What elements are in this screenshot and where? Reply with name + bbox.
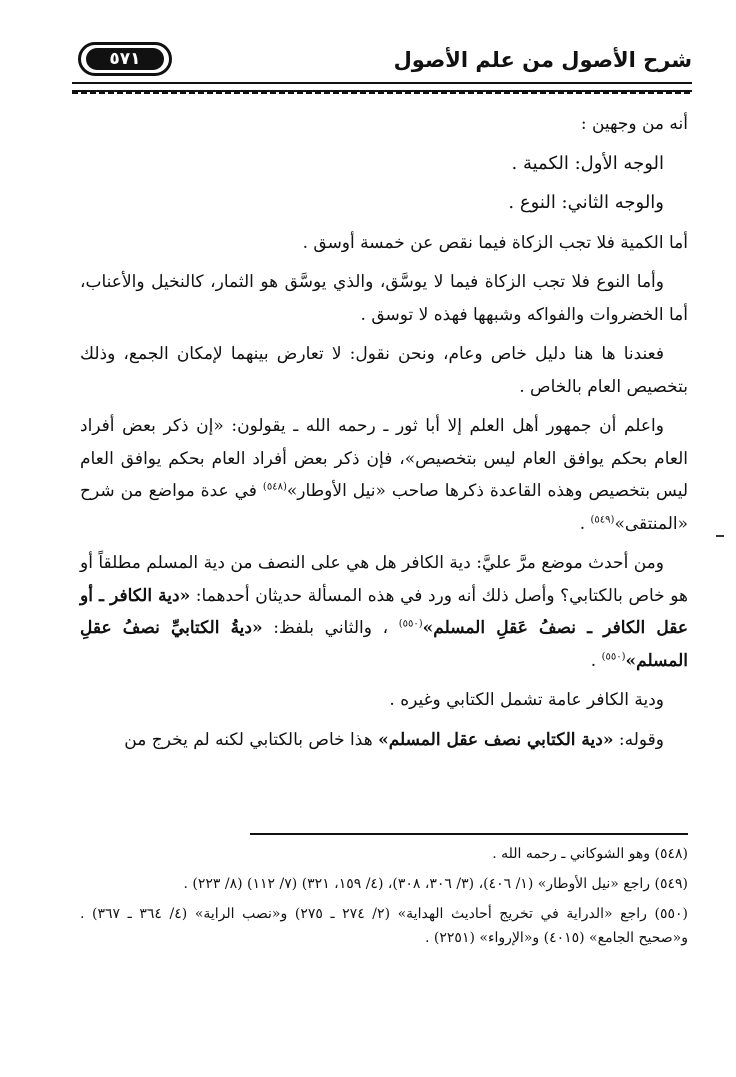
text-run: وقوله:: [613, 729, 664, 750]
footnote-ref[interactable]: (٥٥٠): [398, 618, 423, 630]
footnote: (٥٤٨) وهو الشوكاني ـ رحمه الله .: [492, 846, 688, 862]
footnote: (٥٥٠) راجع «الدراية في تخريج أحاديث الهداية» (٢/ ٢٧٤ ـ ٢٧٥) و«نصب الراية» (٤/ ٣٦٤ ـ ٣٦٧) . و«صحيح الجامع» (٤٠١٥) و«الإرواء» (٢٢٥١) .: [80, 906, 688, 946]
footnote-ref[interactable]: (٥٤٩): [590, 513, 615, 525]
paragraph: أنه من وجهين :: [580, 114, 688, 134]
page-header: [72, 38, 692, 80]
paragraph: وأما النوع فلا تجب الزكاة فيما لا يوسَّق، والذي يوسَّق هو الثمار، كالنخيل والأعناب، أما الخضروات والفواكه وشبهها فهذه لا توسق .: [80, 272, 688, 325]
book-title: شرح الأصول من علم الأصول: [393, 48, 692, 72]
text-run: ومن أحدث موضع مرَّ عليَّ: دية الكافر هل هي على النصف من دية المسلم مطلقاً أو هو خاص بالكتابي؟ وأصل ذلك أنه ورد في هذه المسألة حديثان أحدهما:: [80, 553, 689, 606]
page-number-badge: [78, 42, 172, 76]
hadith-quote: «دية الكتابي نصف عقل المسلم»: [378, 729, 614, 750]
margin-mark: [716, 535, 724, 537]
text-run: في عدة مواضع من شرح «المنتقى»: [80, 481, 688, 534]
hadith-quote: «ديةُ الكتابيِّ نصفُ عقلِ المسلم»: [80, 618, 688, 671]
header-rule: [72, 82, 692, 92]
paragraph: أما الكمية فلا تجب الزكاة فيما نقص عن خمسة أوسق .: [302, 232, 688, 253]
paragraph: فعندنا ها هنا دليل خاص وعام، ونحن نقول: لا تعارض بينهما لإمكان الجمع، وذلك بتخصيص العام بالخاص .: [80, 344, 688, 397]
footnote: (٥٤٩) راجع «نيل الأوطار» (١/ ٤٠٦)، (٣/ ٣٠٦، ٣٠٨)، (٤/ ١٥٩، ٣٢١) (٧/ ١١٢) (٨/ ٢٢٣) .: [183, 876, 688, 892]
footnote-ref[interactable]: (٥٥٠): [601, 650, 626, 662]
text-run: .: [590, 650, 602, 671]
page-number: ٥٧١: [86, 48, 164, 70]
text-run: واعلم أن جمهور أهل العلم إلا أبا ثور ـ رحمه الله ـ يقولون: «إن ذكر بعض أفراد العام بحكم يوافق العام ليس بتخصيص»، فإن ذكر بعض أفراد العام بحكم يوافق العام ليس بتخصيص وهذه القاعدة ذكرها صاحب «نيل الأوطار»: [80, 416, 688, 501]
footnote-ref[interactable]: (٥٤٨): [262, 481, 287, 493]
text-run: ، والثاني بلفظ:: [262, 618, 399, 638]
paragraph: [80, 410, 688, 540]
paragraph: الوجه الأول: الكمية .: [511, 152, 664, 174]
paragraph: [80, 724, 688, 757]
paragraph: والوجه الثاني: النوع .: [508, 192, 664, 213]
hadith-quote: «دية الكافر ـ أو عقل الكافر ـ نصفُ عَقلِ المسلم»: [80, 585, 688, 638]
text-run: هذا خاص بالكتابي لكنه لم يخرج من: [124, 729, 379, 750]
main-text: [80, 108, 688, 763]
paragraph: ودية الكافر عامة تشمل الكتابي وغيره .: [389, 690, 664, 710]
text-run: .: [579, 513, 591, 534]
footnote-separator: [250, 833, 688, 835]
paragraph: [80, 547, 688, 677]
footnotes: [80, 842, 688, 956]
header-dashed-rule: [72, 92, 692, 94]
